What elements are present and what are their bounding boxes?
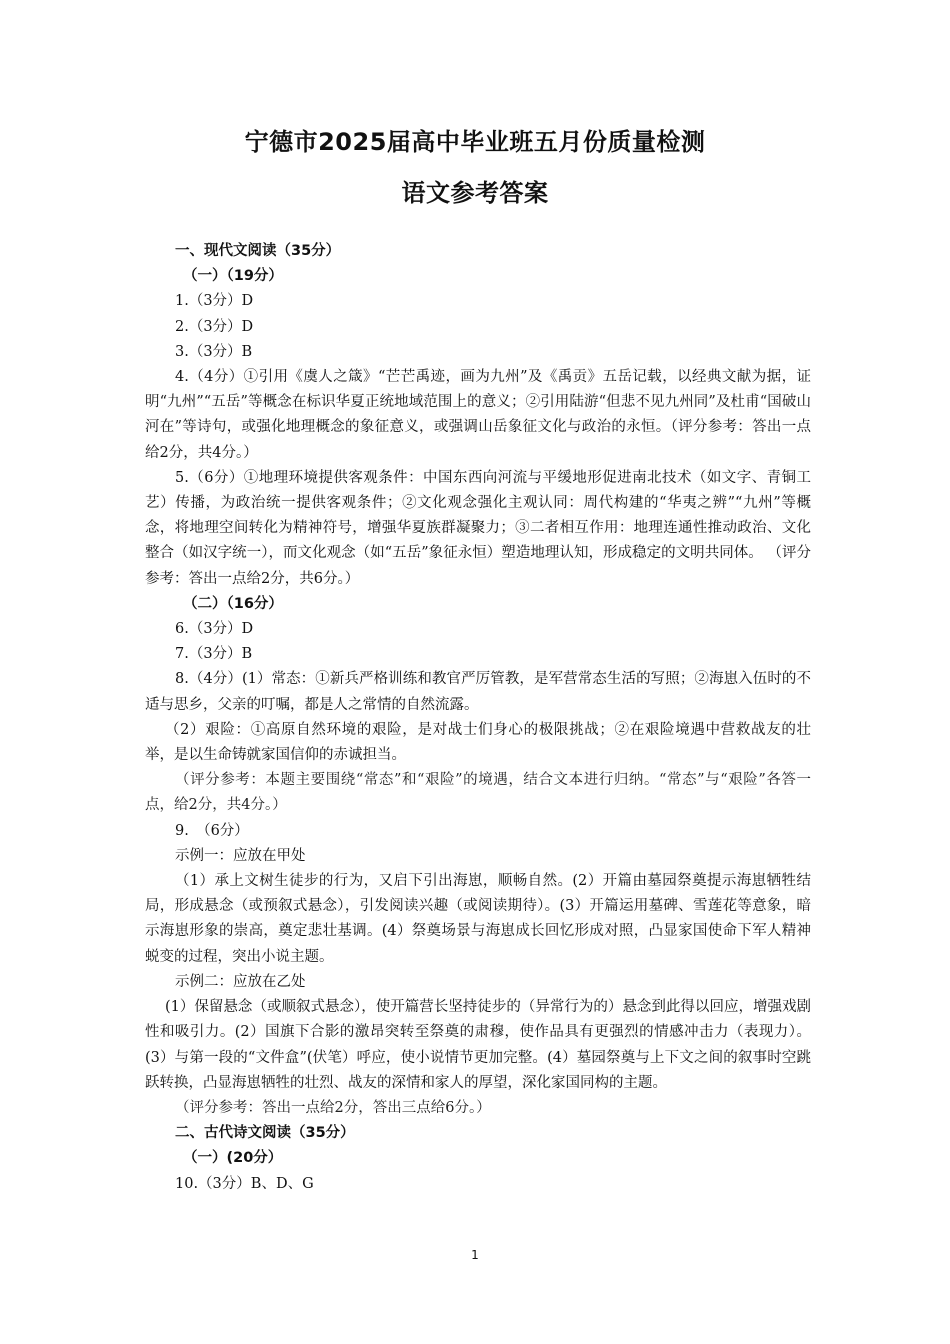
- document-subtitle: 语文参考答案: [401, 179, 549, 207]
- answer-paragraph: 9. （6分）: [175, 822, 249, 839]
- answer-paragraph: 示例一：应放在甲处: [175, 847, 306, 864]
- answer-paragraph: 5.（6分）①地理环境提供客观条件：中国东西向河流与平缓地形促进南北技术（如文字、青铜工艺）传播，为政治统一提供客观条件；②文化观念强化主观认同：周代构建的“华夷之辨”“九州”等概念，将地理空间转化为精神符号，增强华夏族群凝聚力；③二者相互作用：地理连通性推动政治、文化整合（如汉字统一），而文化观念（如“五岳”象征永恒）塑造地理认知，形成稳定的文明共同体。 （评分参考：答出一点给2分，共6分。）: [145, 469, 811, 587]
- section-heading: 二、古代诗文阅读（35分）: [175, 1125, 355, 1142]
- subsection-heading: （一）(20分）: [183, 1150, 283, 1167]
- answer-paragraph: (1）保留悬念（或顺叙式悬念），使开篇营长坚持徒步的（异常行为的）悬念到此得以回应，增强戏剧性和吸引力。(2）国旗下合影的激昂突转至祭奠的肃穆，使作品具有更强烈的情感冲击力（表现力）。(3）与第一段的“文件盒”(伏笔）呼应，使小说情节更加完整。(4）墓园祭奠与上下文之间的叙事时空跳跃转换，凸显海崽牺牲的壮烈、战友的深情和家人的厚望，深化家国同构的主题。: [145, 999, 811, 1091]
- answer-paragraph: 1.（3分）D: [175, 293, 254, 310]
- answer-paragraph: （1）承上文树生徒步的行为，又启下引出海崽，顺畅自然。(2）开篇由墓园祭奠提示海崽牺牲结局，形成悬念（或预叙式悬念），引发阅读兴趣（或阅读期待）。(3）开篇运用墓碑、雪莲花等意象，暗示海崽形象的崇高，奠定悲壮基调。(4）祭奠场景与海崽成长回忆形成对照，凸显家国使命下军人精神蜕变的过程，突出小说主题。: [145, 873, 811, 965]
- section-heading: 一、现代文阅读（35分）: [175, 243, 341, 259]
- answer-paragraph: （2）艰险：①高原自然环境的艰险，是对战士们身心的极限挑战；②在艰险境遇中营救战友的壮举，是以生命铸就家国信仰的赤诚担当。: [145, 721, 811, 764]
- page-number: 1: [471, 1248, 479, 1262]
- answer-paragraph: 10.（3分）B、D、G: [175, 1175, 314, 1192]
- subsection-heading: （一）（19分）: [183, 268, 283, 285]
- answer-paragraph: 2.（3分）D: [175, 318, 254, 335]
- answer-paragraph: 4.（4分）①引用《虞人之箴》“芒芒禹迹，画为九州”及《禹贡》五岳记载，以经典文献为据，证明“九州”“五岳”等概念在标识华夏正统地域范围上的意义；②引用陆游“但悲不见九州同”及杜甫“国破山河在”等诗句，或强化地理概念的象征意义，或强调山岳象征文化与政治的永恒。（评分参考：答出一点给2分，共4分。）: [145, 369, 811, 461]
- answer-paragraph: 示例二：应放在乙处: [175, 973, 306, 990]
- answer-paragraph: （评分参考：答出一点给2分，答出三点给6分。）: [175, 1099, 491, 1116]
- answer-content: [145, 239, 811, 1197]
- answer-paragraph: 3.（3分）B: [175, 343, 253, 360]
- answer-paragraph: 6.（3分）D: [175, 621, 254, 638]
- subsection-heading: （二）（16分）: [183, 595, 283, 612]
- answer-paragraph: 8.（4分）(1）常态：①新兵严格训练和教官严厉管教，是军营常态生活的写照；②海崽入伍时的不适与思乡，父亲的叮嘱，都是人之常情的自然流露。: [145, 671, 811, 713]
- answer-paragraph: 7.（3分）B: [175, 646, 253, 663]
- document-title: 宁德市2025届高中毕业班五月份质量检测: [244, 128, 706, 156]
- answer-paragraph: （评分参考：本题主要围绕“常态”和“艰险”的境遇，结合文本进行归纳。“常态”与“艰险”各答一点，给2分，共4分。）: [145, 772, 811, 814]
